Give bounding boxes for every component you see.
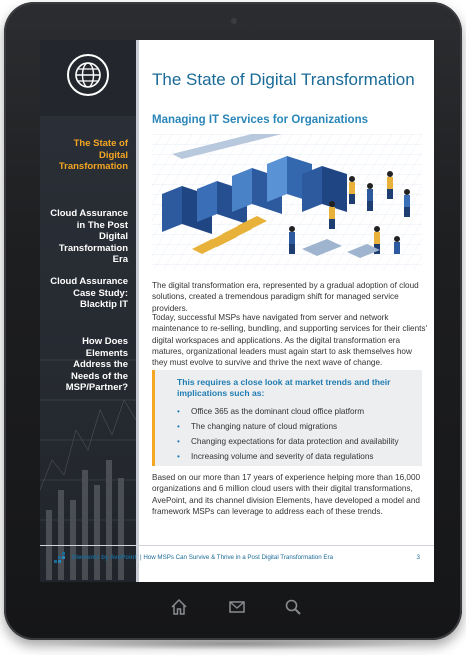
mail-icon[interactable] — [224, 594, 250, 620]
sidebar-item-cloud-assurance-era[interactable]: Cloud Assurance in The Post Digital Transformation Era — [50, 208, 128, 265]
closing-paragraph: Based on our more than 17 years of experience helping more than 16,000 organizations and 6 million cloud users with their digital transformations, AvePoint, and its channel division Elements, have developed a model and framework MSPs can leverage to address each of these trends. — [152, 473, 421, 516]
footer-divider — [40, 545, 434, 546]
page-number: 3 — [416, 554, 420, 561]
tablet-button-bar — [154, 590, 320, 626]
page-content — [144, 40, 428, 582]
callout-box — [152, 370, 422, 466]
sidebar-background-chart — [40, 340, 136, 580]
camera-dot — [231, 18, 237, 24]
screen — [40, 40, 434, 582]
section-subtitle: Managing IT Services for Organizations — [152, 114, 368, 126]
home-icon[interactable] — [166, 594, 192, 620]
intro-paragraph: The digital transformation era, represented by a gradual adoption of cloud solutions, created a tremendous paradigm shift for managed service providers. — [152, 281, 419, 313]
search-icon[interactable] — [280, 594, 306, 620]
footer-title: | How MSPs Can Survive & Thrive in a Post Digital Transformation Era — [140, 554, 334, 561]
sidebar-divider — [136, 40, 139, 582]
sidebar-item-case-study[interactable]: Cloud Assurance Case Study: Blacktip IT — [50, 276, 128, 310]
callout-heading: This requires a close look at market trends and their implications such as: — [177, 377, 391, 398]
tablet-frame — [4, 2, 462, 640]
footer-brand: Elements by AvePoint — [72, 554, 137, 561]
list-item: • Changing expectations for data protection and availability — [177, 434, 399, 449]
sidebar-item-state-of-digital-transformation[interactable]: The State of Digital Transformation — [58, 138, 128, 172]
body-paragraph: Today, successful MSPs have navigated from server and network maintenance to re-selling, bundling, and supporting services for their clients' digital workspaces and applications. As the digital transformation era matures, organizational leaders must again start to ask themselves how they must evolve to survive and thrive the next wave of change. — [152, 313, 428, 368]
trend-list — [177, 404, 399, 464]
sidebar — [40, 40, 136, 582]
page-footer — [54, 552, 424, 566]
page-title: The State of Digital Transformation — [152, 70, 415, 89]
sidebar-header — [40, 40, 136, 116]
elements-logo-icon — [54, 552, 68, 564]
globe-icon — [67, 54, 109, 96]
sidebar-item-elements-needs[interactable]: How Does Elements Address the Needs of the MSP/Partner? — [65, 336, 128, 393]
list-item: • The changing nature of cloud migrations — [177, 419, 399, 434]
list-item: • Office 365 as the dominant cloud office platform — [177, 404, 399, 419]
list-item: • Increasing volume and severity of data regulations — [177, 449, 399, 464]
hero-illustration — [152, 134, 422, 270]
